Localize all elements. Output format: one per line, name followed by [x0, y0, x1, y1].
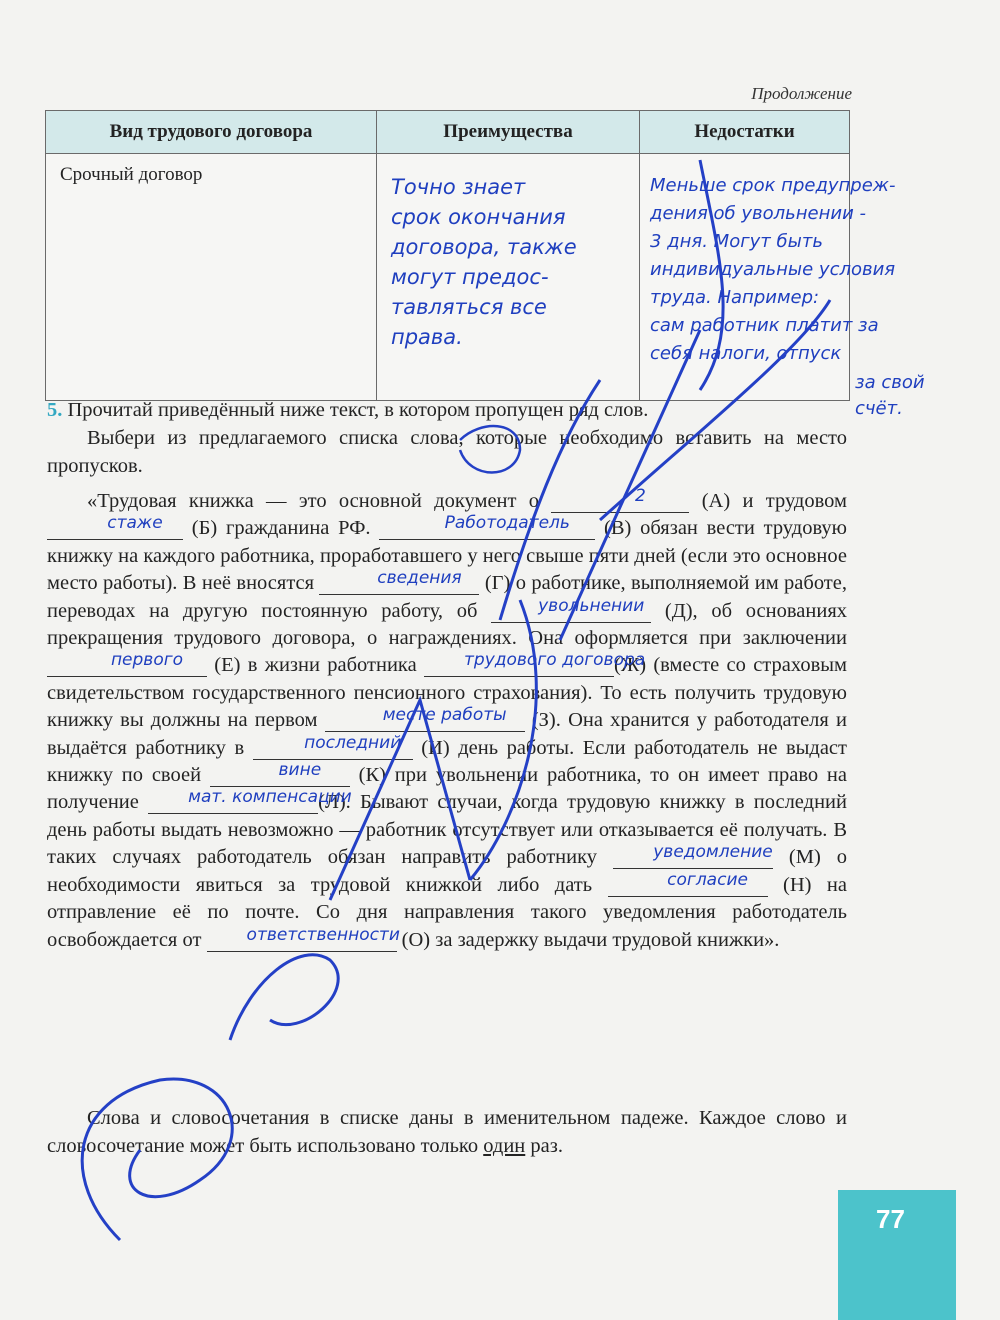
text-segment: (Д), об основаниях прекращения трудового договора, о награждениях. Она оформляется при заключении: [47, 599, 847, 650]
task-number: 5.: [47, 399, 63, 421]
text-segment: (А) и трудовом: [689, 490, 847, 512]
dis-line: 3 дня. Могут быть: [650, 231, 823, 252]
text-segment: (М) о необходимости явиться за трудовой книжкой либо дать: [47, 846, 847, 896]
page-number-tab: [838, 1190, 956, 1320]
cell-contract-type: [46, 154, 377, 401]
answer-g: трудового договора: [464, 650, 646, 671]
header-contract-type: Вид трудового договора: [46, 111, 377, 154]
header-advantages: Преимущества: [377, 111, 640, 154]
text-segment: (Г) о работнике, выполняемой им работе, переводах на другую постоянную работу, об: [47, 572, 847, 622]
answer-l: мат. компенсации: [188, 787, 352, 808]
text-segment: «Трудовая книжка — это основной документ о: [87, 490, 552, 512]
answer-n: согласие: [667, 869, 748, 890]
dis-line: сам работник платит за: [650, 315, 879, 336]
blank-e[interactable]: [491, 595, 651, 623]
dis-line: дения об увольнении -: [650, 203, 866, 224]
answer-m: уведомление: [653, 842, 773, 863]
answer-d: сведения: [377, 568, 462, 589]
dis-line: себя налоги, отпуск: [650, 343, 842, 364]
answer-h: месте работы: [382, 705, 507, 726]
fill-in-text: [47, 488, 847, 954]
answer-c: Работодатель: [444, 513, 570, 534]
blank-b[interactable]: [47, 513, 183, 540]
text-segment: (И) день работы. Если работодатель не выдаст книжку по своей: [47, 736, 847, 787]
pen-stroke: [230, 955, 338, 1040]
blank-m[interactable]: [613, 842, 773, 869]
cell-advantages: [377, 154, 640, 401]
blank-l[interactable]: [148, 787, 352, 814]
adv-line: договора, также: [391, 235, 577, 259]
text-segment: (Ж) (вместе со страховым свидетельством государственного пенсионного страхования). То есть получить трудовую книжку вы должны на первом: [47, 654, 847, 732]
text-segment: (Б) гражданина РФ.: [183, 517, 380, 540]
table-row: [46, 154, 850, 401]
blank-d[interactable]: [319, 568, 479, 595]
disadvantages-handwriting: [650, 172, 940, 368]
adv-line: Точно знает: [391, 175, 526, 199]
advantages-handwriting: [391, 172, 625, 352]
adv-line: могут предос-: [391, 265, 549, 289]
answer-b: стаже: [107, 513, 163, 534]
disadvantages-spill: [855, 370, 955, 422]
dis-line: Меньше срок предупреж-: [650, 175, 896, 196]
answer-f: первого: [110, 650, 184, 671]
note-underlined: один: [483, 1135, 526, 1157]
adv-line: срок окончания: [391, 205, 566, 229]
blank-g[interactable]: [424, 650, 646, 677]
text-segment: (З). Она хранится у работодателя и выдаётся работнику в: [47, 709, 847, 759]
contract-type-text: Срочный договор: [60, 164, 203, 185]
blank-h[interactable]: [325, 705, 525, 732]
table-header-row: [46, 111, 850, 154]
blank-f[interactable]: [47, 650, 207, 677]
blank-n[interactable]: [608, 869, 768, 897]
header-disadvantages: Недостатки: [640, 111, 850, 154]
adv-line: права.: [391, 325, 463, 349]
dis-line: индивидуальные условия: [650, 259, 896, 280]
task-note: [47, 1104, 847, 1160]
answer-k: вине: [278, 760, 322, 781]
blank-c[interactable]: [379, 513, 595, 540]
continued-label: Продолжение: [751, 84, 852, 103]
text-segment: (Н) на отправление её по почте. Со дня направления такого уведомления работодатель освобождается от: [47, 873, 848, 951]
answer-e: увольнении: [538, 595, 645, 616]
dis-line: труда. Например:: [650, 287, 820, 308]
answer-o: ответственности: [246, 924, 400, 945]
note-end: раз.: [525, 1135, 563, 1157]
adv-line: тавляться все: [391, 295, 547, 319]
text-segment: (В) обязан вести трудовую книжку на каждого работника, проработавшего у него свыше пяти дней (если это основное место работы). В неё вносятся: [47, 517, 847, 595]
spill-line: счёт.: [855, 398, 903, 419]
blank-i[interactable]: [253, 732, 413, 760]
spill-line: за свой: [855, 372, 925, 393]
text-segment: (Е) в жизни работника: [207, 654, 424, 677]
text-segment: (Л). Бывают случаи, когда трудовую книжку в последний день работы выдать невозможно — работник отсутствует или отказывается её получать. В таких случаях работодатель обязан направить работнику: [47, 791, 847, 869]
task-line1: Прочитай приведённый ниже текст, в котором пропущен ряд слов.: [67, 399, 649, 421]
note-text: Слова и словосочетания в списке даны в именительном падеже. Каждое слово и словосочетание может быть использовано только: [47, 1107, 847, 1157]
task-instructions: [47, 396, 847, 480]
blank-k[interactable]: [210, 760, 350, 787]
text-segment: (К) при увольнении работника, то он имеет право на получение: [47, 764, 847, 814]
blank-a[interactable]: [551, 486, 689, 513]
text-segment: (О) за задержку выдачи трудовой книжки».: [396, 928, 780, 951]
answer-i: последний: [304, 732, 402, 753]
task-line2: Выбери из предлагаемого списка слова, которые необходимо вставить на место пропусков.: [47, 427, 847, 477]
page-number: 77: [876, 1204, 905, 1234]
blank-o[interactable]: [207, 924, 400, 952]
answer-a: 2: [634, 486, 646, 506]
